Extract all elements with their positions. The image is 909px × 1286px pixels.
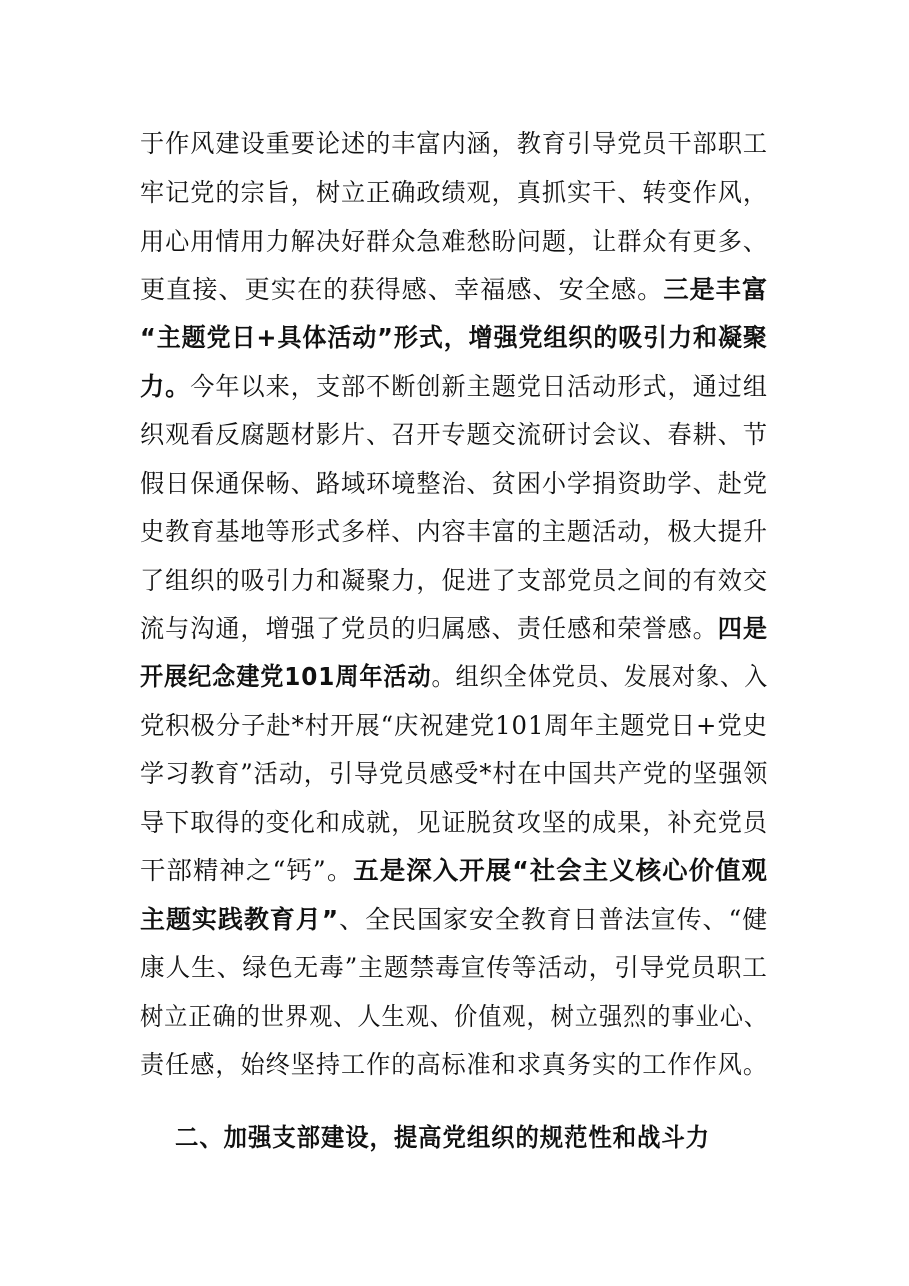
text-run: 责任感，始终坚持工作的高标准和求真务实的工作作风。 <box>140 1050 769 1079</box>
body-line-13 <box>140 711 768 741</box>
body-line-17 <box>140 905 768 935</box>
body-line-4 <box>140 275 768 305</box>
body-line-16 <box>140 856 768 886</box>
text-run: 、全民国家安全教育日普法宣传、“健 <box>339 905 769 934</box>
bold-run: 三是丰富 <box>663 275 769 304</box>
text-run: 党积极分子赴*村开展“庆祝建党101周年主题党日+党史 <box>140 711 768 740</box>
body-line-12 <box>140 662 768 692</box>
body-line-20 <box>140 1050 768 1080</box>
text-run: 学习教育”活动，引导党员感受*村在中国共产党的坚强领 <box>140 759 769 788</box>
section-heading: 二、加强支部建设，提高党组织的规范性和战斗力 <box>175 1123 711 1152</box>
body-line-2 <box>140 178 768 208</box>
text-run: 今年以来，支部不断创新主题党日活动形式，通过组 <box>190 372 769 401</box>
text-run: 了组织的吸引力和凝聚力，促进了支部党员之间的有效交 <box>140 566 769 595</box>
bold-run: 开展纪念建党101周年活动 <box>140 662 432 691</box>
bold-run: 四是 <box>717 614 769 643</box>
text-run: 织观看反腐题材影片、召开专题交流研讨会议、春耕、节 <box>140 420 769 449</box>
bold-run: 五是深入开展“社会主义核心价值观 <box>353 856 768 885</box>
body-line-10 <box>140 566 768 596</box>
text-run: 于作风建设重要论述的丰富内涵，教育引导党员干部职工 <box>140 129 769 158</box>
body-line-14 <box>140 759 768 789</box>
text-run: 流与沟通，增强了党员的归属感、责任感和荣誉感。 <box>140 614 718 643</box>
body-line-7 <box>140 420 768 450</box>
text-run: 干部精神之“钙”。 <box>140 856 354 885</box>
body-line-3 <box>140 227 768 257</box>
body-line-1 <box>140 129 768 159</box>
text-run: 史教育基地等形式多样、内容丰富的主题活动，极大提升 <box>140 517 769 546</box>
body-line-5 <box>140 323 768 353</box>
bold-run: “主题党日+具体活动”形式，增强党组织的吸引力和凝聚 <box>140 323 768 352</box>
text-run: 树立正确的世界观、人生观、价值观，树立强烈的事业心、 <box>140 1002 769 1031</box>
text-run: 用心用情用力解决好群众急难愁盼问题，让群众有更多、 <box>140 227 769 256</box>
body-line-11 <box>140 614 768 644</box>
bold-run: 力。 <box>140 372 191 401</box>
text-run: 。组织全体党员、发展对象、入 <box>431 662 769 691</box>
body-line-18 <box>140 953 768 983</box>
body-line-8 <box>140 469 768 499</box>
text-run: 假日保通保畅、路域环境整治、贫困小学捐资助学、赴党 <box>140 469 769 498</box>
text-run: 导下取得的变化和成就，见证脱贫攻坚的成果，补充党员 <box>140 808 769 837</box>
text-run: 康人生、绿色无毒”主题禁毒宣传等活动，引导党员职工 <box>140 953 768 982</box>
bold-run: 主题实践教育月” <box>140 905 340 934</box>
text-run: 更直接、更实在的获得感、幸福感、安全感。 <box>140 275 664 304</box>
body-line-9 <box>140 517 768 547</box>
text-run: 牢记党的宗旨，树立正确政绩观，真抓实干、转变作风， <box>140 178 769 207</box>
body-line-6 <box>140 372 768 402</box>
body-line-19 <box>140 1002 768 1032</box>
body-line-15 <box>140 808 768 838</box>
